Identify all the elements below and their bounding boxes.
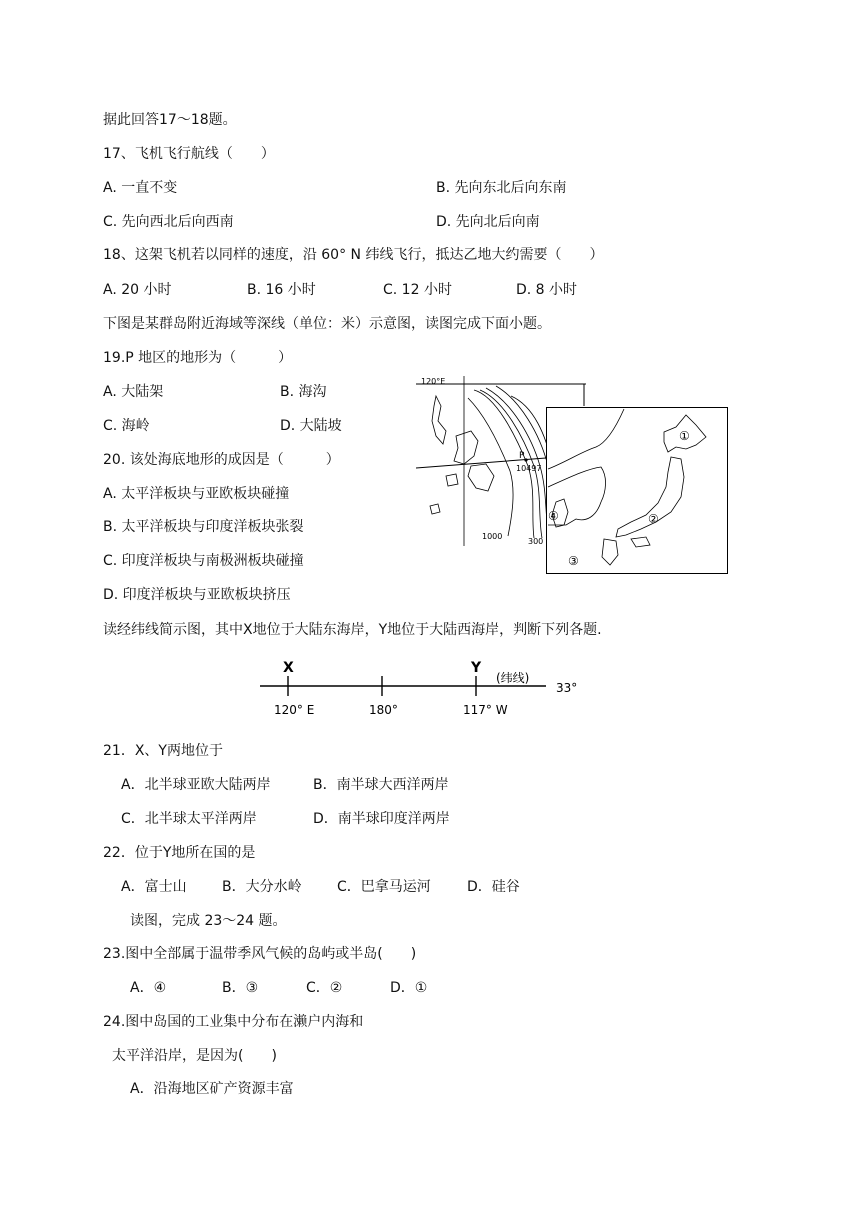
q20-option-b: B. 太平洋板块与印度洋板块张裂 xyxy=(103,519,304,535)
q17-option-c: C. 先向西北后向西南 xyxy=(103,214,234,230)
q18-stem: 18、这架飞机若以同样的速度，沿 60° N 纬线飞行，抵达乙地大约需要（ ） xyxy=(103,247,604,263)
q18-option-b: B. 16 小时 xyxy=(247,282,316,298)
map2-mark-2: ② xyxy=(648,512,659,526)
intro-21-22: 读经纬线简示图，其中X地位于大陆东海岸，Y地位于大陆西海岸，判断下列各题. xyxy=(103,622,602,638)
q17-option-b: B. 先向东北后向东南 xyxy=(436,180,567,196)
q21-option-b: B．南半球大西洋两岸 xyxy=(313,777,449,793)
map1-depth-p: 10497 xyxy=(516,464,542,473)
intro-23-24: 读图，完成 23～24 题。 xyxy=(130,913,287,929)
q19-option-b: B. 海沟 xyxy=(280,384,327,400)
q19-option-a: A. 大陆架 xyxy=(103,384,164,400)
q22-option-b: B．大分水岭 xyxy=(222,879,302,895)
q23-option-d: D．① xyxy=(390,980,428,996)
q18-option-c: C. 12 小时 xyxy=(383,282,452,298)
tick-180: 180° xyxy=(369,703,398,717)
q23-stem: 23.图中全部属于温带季风气候的岛屿或半岛( ) xyxy=(103,946,417,962)
q20-stem: 20. 该处海底地形的成因是（ ） xyxy=(103,452,340,468)
q19-option-d: D. 大陆坡 xyxy=(280,418,342,434)
q18-option-d: D. 8 小时 xyxy=(516,282,578,298)
intro-19-20: 下图是某群岛附近海域等深线（单位：米）示意图，读图完成下面小题。 xyxy=(103,316,551,332)
q23-option-c: C．② xyxy=(306,980,343,996)
point-x-label: X xyxy=(283,660,294,676)
q19-option-c: C. 海岭 xyxy=(103,418,150,434)
q17-option-a: A. 一直不变 xyxy=(103,180,178,196)
map2-mark-1: ① xyxy=(679,429,690,443)
q22-stem: 22．位于Y地所在国的是 xyxy=(103,845,256,861)
q20-option-d: D. 印度洋板块与亚欧板块挤压 xyxy=(103,587,291,603)
map2-mark-4: ④ xyxy=(548,509,559,523)
map2-mark-3: ③ xyxy=(568,554,579,568)
q21-option-d: D．南半球印度洋两岸 xyxy=(313,811,450,827)
latitude-line-diagram xyxy=(256,652,596,722)
map1-depth-300: 300 xyxy=(528,537,544,546)
latitude-value: 33° xyxy=(556,681,578,695)
map1-lon-label: 120°E xyxy=(421,377,446,386)
q22-option-a: A．富士山 xyxy=(121,879,187,895)
q24-stem-line1: 24.图中岛国的工业集中分布在濑户内海和 xyxy=(103,1014,364,1030)
japan-map xyxy=(546,407,728,574)
point-y-label: Y xyxy=(471,660,482,676)
tick-117w: 117° W xyxy=(463,703,508,717)
q19-stem: 19.P 地区的地形为（ ） xyxy=(103,350,293,366)
q22-option-c: C．巴拿马运河 xyxy=(337,879,431,895)
tick-120e: 120° E xyxy=(274,703,315,717)
q23-option-b: B．③ xyxy=(222,980,259,996)
q24-stem-line2: 太平洋沿岸，是因为( ) xyxy=(112,1048,277,1064)
map1-depth-1000: 1000 xyxy=(482,532,503,541)
q17-stem: 17、飞机飞行航线（ ） xyxy=(103,146,275,162)
q20-option-a: A. 太平洋板块与亚欧板块碰撞 xyxy=(103,486,290,502)
latitude-name: (纬线) xyxy=(496,671,530,685)
q23-option-a: A．④ xyxy=(130,980,167,996)
q22-option-d: D．硅谷 xyxy=(467,879,520,895)
q20-option-c: C. 印度洋板块与南极洲板块碰撞 xyxy=(103,553,304,569)
q17-option-d: D. 先向北后向南 xyxy=(436,214,540,230)
q21-option-a: A．北半球亚欧大陆两岸 xyxy=(121,777,271,793)
q21-stem: 21．X、Y两地位于 xyxy=(103,743,223,759)
map1-p-label: P xyxy=(519,451,525,461)
q21-option-c: C．北半球太平洋两岸 xyxy=(121,811,257,827)
q18-option-a: A. 20 小时 xyxy=(103,282,172,298)
q24-option-a: A．沿海地区矿产资源丰富 xyxy=(130,1081,294,1097)
intro-17-18: 据此回答17～18题。 xyxy=(103,112,237,128)
